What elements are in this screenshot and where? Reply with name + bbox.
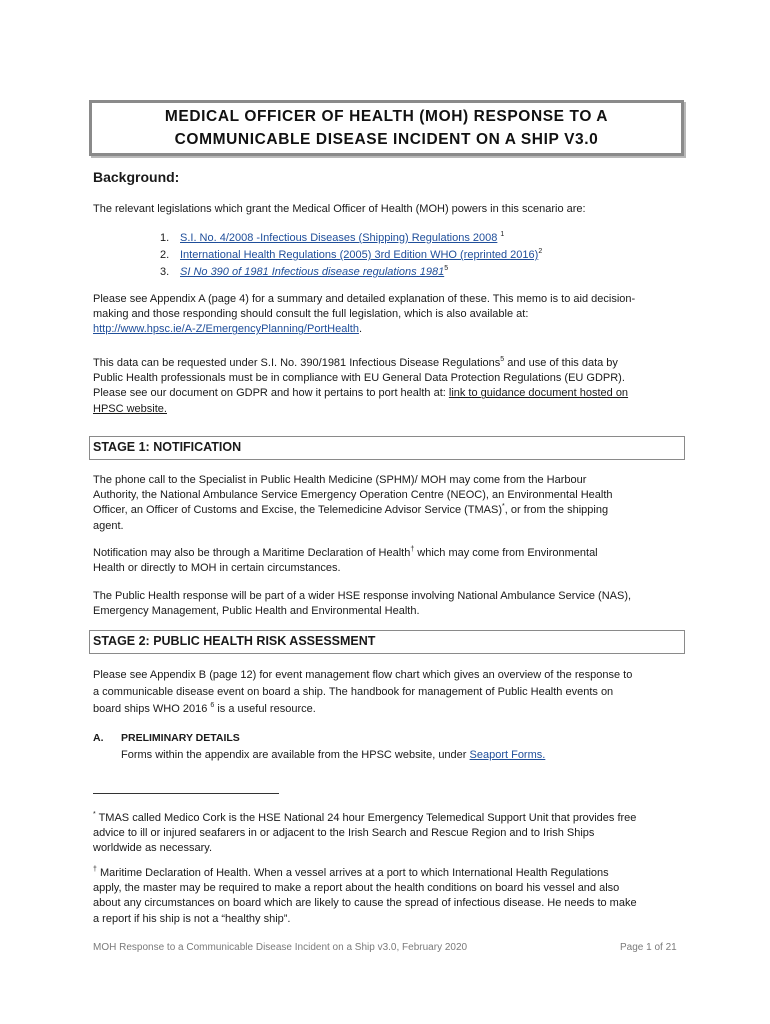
- section-a-letter: A.: [93, 732, 104, 744]
- document-title-line-2: COMMUNICABLE DISEASE INCIDENT ON A SHIP V3.0: [174, 131, 599, 148]
- stage-1-paragraph-1: The phone call to the Specialist in Public Health Medicine (SPHM)/ MOH may come from the Harbour Authority, the National Ambulance Service Emergency Operation Centre (NEOC), an Environmental Health Officer, an Officer of Customs and Excise, the Telemedicine Advisor Service (TMAS)*, or from the shipping agent.: [93, 474, 613, 532]
- stage-2-heading-box: [89, 630, 685, 654]
- legislation-item: 1. S.I. No. 4/2008 -Infectious Diseases (Shipping) Regulations 2008 $^1$: [160, 231, 505, 244]
- footnote-1: * TMAS called Medico Cork is the HSE National 24 hour Emergency Telemedical Support Unit that provides free advice to ill or injured seafarers in or adjacent to the Irish Search and Rescue Region and to Irish Ships worldwide as necessary.: [93, 811, 637, 855]
- section-a-text: Forms within the appendix are available from the HPSC website, under Seaport Forms.: [121, 749, 546, 761]
- stage-2-paragraph-1: Please see Appendix B (page 12) for event management flow chart which gives an overview of the response to a communicable disease event on board a ship. The handbook for management of Public Health events on board ships WHO 2016 $^6$ is a useful resource.: [93, 669, 633, 715]
- hpsc-website-link[interactable]: HPSC website.: [93, 402, 167, 415]
- legislation-item: 2. International Health Regulations (2005) 3rd Edition WHO (reprinted 2016)$^2$: [160, 248, 543, 261]
- footer-page-number: Page 1 of 21: [620, 942, 677, 953]
- stage-2-heading: STAGE 2: PUBLIC HEALTH RISK ASSESSMENT: [93, 634, 376, 648]
- legislation-link-2[interactable]: International Health Regulations (2005) 3rd Edition WHO (reprinted 2016): [180, 249, 539, 261]
- background-paragraph-2: This data can be requested under S.I. No. 390/1981 Infectious Disease Regulations$^5$ and use of this data by Public Health professionals must be in compliance with EU General Data Protection Regulations (EU GDPR). Please see our document on GDPR and how it pertains to port health at: link to guidance document hosted on HPSC website.: [93, 356, 629, 415]
- stage-1-paragraph-3: The Public Health response will be part of a wider HSE response involving National Ambulance Service (NAS), Emergency Management, Public Health and Environmental Health.: [93, 590, 632, 618]
- legislation-item: 3. SI No 390 of 1981 Infectious disease regulations 1981$^5$: [160, 265, 449, 278]
- gdpr-guidance-link[interactable]: link to guidance document hosted on: [448, 387, 629, 400]
- legislation-list: [160, 230, 542, 281]
- stage-1-paragraph-2: Notification may also be through a Maritime Declaration of Health† which may come from Environmental Health or directly to MOH in certain circumstances.: [93, 546, 598, 575]
- legislation-link-1[interactable]: S.I. No. 4/2008 -Infectious Diseases (Shipping) Regulations 2008: [180, 232, 498, 244]
- background-intro: The relevant legislations which grant the Medical Officer of Health (MOH) powers in this scenario are:: [93, 203, 586, 215]
- document-title-line-1: MEDICAL OFFICER OF HEALTH (MOH) RESPONSE TO A: [164, 108, 609, 125]
- document-title-box: [89, 100, 684, 156]
- stage-1-heading: STAGE 1: NOTIFICATION: [93, 440, 242, 454]
- background-paragraph-1: Please see Appendix A (page 4) for a summary and detailed explanation of these. This memo is to aid decision- making and those responding should consult the full legislation, which is also available at: http://www.hpsc.ie/A-Z/EmergencyPlanning/PortHealth.: [93, 293, 636, 336]
- porthealth-link[interactable]: http://www.hpsc.ie/A-Z/EmergencyPlanning/PortHealth: [93, 323, 359, 336]
- footnote-2: † Maritime Declaration of Health. When a vessel arrives at a port to which International Health Regulations apply, the master may be required to make a report about the health conditions on board his vessel and also about any circumstances on board which are likely to cause the spread of infectious disease. He needs to make a report if his ship is not a “healthy ship”.: [93, 866, 637, 925]
- seaport-forms-link[interactable]: Seaport Forms.: [469, 749, 546, 761]
- section-a-title: PRELIMINARY DETAILS: [121, 732, 240, 744]
- footnote-separator: [93, 793, 279, 794]
- legislation-link-3[interactable]: SI No 390 of 1981 Infectious disease regulations 1981: [180, 266, 445, 278]
- footer-document-info: MOH Response to a Communicable Disease Incident on a Ship v3.0, February 2020: [93, 942, 468, 953]
- stage-1-heading-box: [89, 436, 685, 460]
- background-heading: Background:: [93, 169, 180, 185]
